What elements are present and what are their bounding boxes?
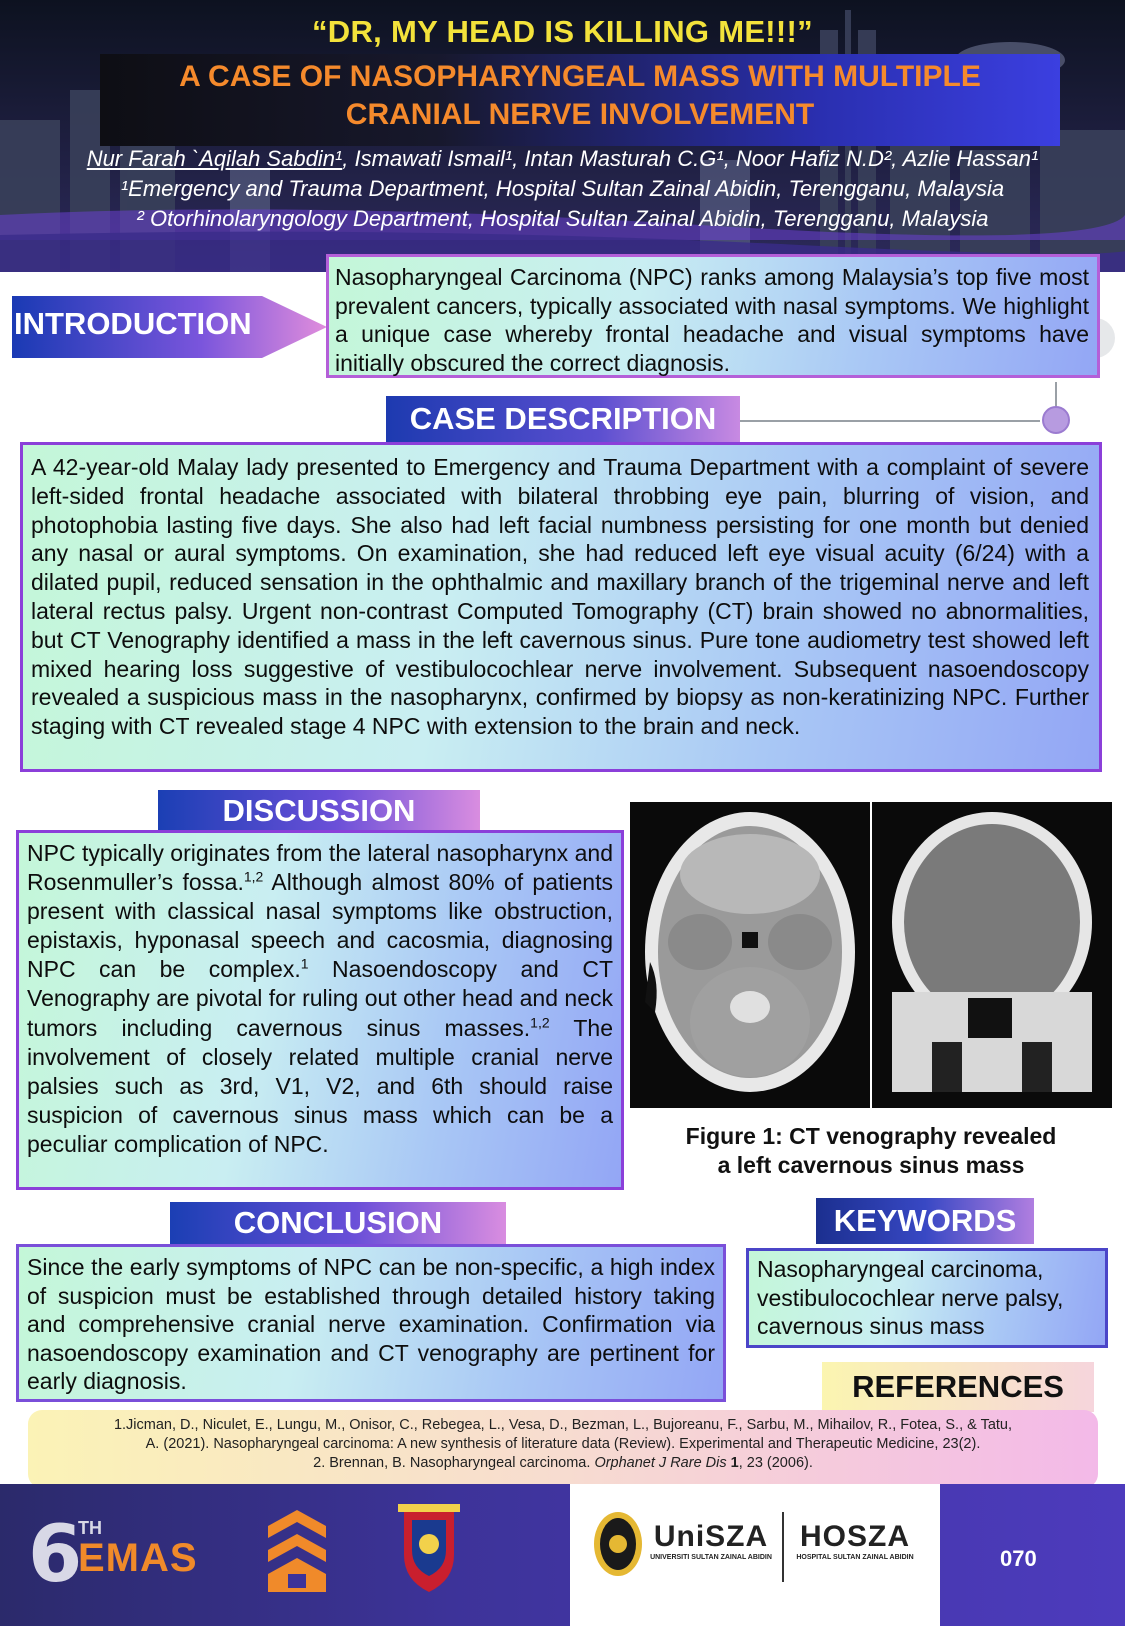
figure-caption — [630, 1122, 1112, 1180]
citation-superscript: 1 — [300, 955, 309, 972]
emas-logo-number: 6 — [28, 1510, 83, 1600]
keywords-heading — [816, 1198, 1034, 1244]
keywords-label: KEYWORDS — [833, 1203, 1017, 1238]
emas-logo-name: EMAS — [78, 1536, 198, 1580]
affiliation-1: ¹Emergency and Trauma Department, Hospital Sultan Zainal Abidin, Terengganu, Malaysia — [120, 176, 1005, 201]
poster-title-line2: CRANIAL NERVE INVOLVEMENT — [345, 98, 815, 131]
unisza-emblem-icon — [590, 1508, 646, 1580]
references-label: REFERENCES — [852, 1369, 1064, 1404]
keyword-2: vestibulocochlear nerve palsy, — [757, 1284, 1064, 1311]
discussion-box — [16, 830, 624, 1190]
keywords-box — [746, 1248, 1108, 1348]
citation-superscript: 1,2 — [243, 868, 264, 885]
emas-logo-suffix: TH — [78, 1518, 102, 1538]
conclusion-heading — [170, 1202, 506, 1244]
conclusion-box — [16, 1244, 726, 1402]
discussion-heading — [158, 790, 480, 832]
hosza-logo-text — [790, 1520, 920, 1561]
ct-image-coronal — [872, 802, 1112, 1108]
reference-1-line2: A. (2021). Nasopharyngeal carcinoma: A new synthesis of literature data (Review). Experimental and Therapeutic Medicine, 23(2). — [145, 1436, 981, 1452]
author-list — [0, 144, 1125, 174]
figure-caption-line2: a left cavernous sinus mass — [717, 1152, 1025, 1178]
poster-title — [100, 58, 1060, 134]
ct-image-axial — [630, 802, 870, 1108]
connector-dot — [1042, 406, 1070, 434]
case-description-box — [20, 442, 1102, 772]
reference-1-line1: 1.Jicman, D., Niculet, E., Lungu, M., Onisor, C., Rebegea, L., Vesa, D., Bezman, L., Bujoreanu, F., Sarbu, M., Mihailov, R., Fotea, S., & Tatu, — [113, 1417, 1013, 1433]
case-description-label: CASE DESCRIPTION — [409, 401, 717, 436]
figure-caption-line1: Figure 1: CT venography revealed — [685, 1123, 1057, 1149]
case-description-text: A 42-year-old Malay lady presented to Emergency and Trauma Department with a complaint of severe left-sided frontal headache associated with bilateral throbbing eye pain, blurring of vision, and photophobia lasting five days. She also had left facial numbness persisting for one month but denied any nasal or aural symptoms. On examination, she had reduced left eye visual acuity (6/24) with a dilated pupil, reduced sensation in the ophthalmic and maxillary branch of the trigeminal nerve and left lateral rectus palsy. Urgent non-contrast Computed Tomography (CT) brain showed no abnormalities, but CT Venography identified a mass in the left cavernous sinus. Pure tone audiometry test showed left mixed hearing loss suggestive of vestibulocochlear nerve involvement. Subsequent nasoendoscopy revealed a suspicious mass in the nasopharynx, confirmed by biopsy as non-keratinizing NPC. Further staging with CT revealed stage 4 NPC with extension to the brain and neck. — [31, 454, 1089, 740]
discussion-text-3: Nasoendoscopy and CT Venography are pivotal for ruling out other head and neck tumors including cavernous sinus masses. — [27, 956, 613, 1041]
keyword-3: cavernous sinus mass — [757, 1313, 985, 1340]
chevron-emblem-icon — [266, 1508, 328, 1594]
hosza-logo-name: HOSZA — [800, 1520, 910, 1553]
keyword-1: Nasopharyngeal carcinoma, — [757, 1256, 1044, 1282]
conclusion-text: Since the early symptoms of NPC can be non-specific, a high index of suspicion must be established through detailed history taking and comprehensive cranial nerve examination. Confirmation via nasoendoscopy examination and CT venography are pertinent for early diagnosis. — [27, 1254, 715, 1395]
reference-2-tail: , 23 (2006). — [738, 1455, 813, 1471]
emas-logo — [28, 1510, 218, 1600]
co-authors: , Ismawati Ismail¹, Intan Masturah C.G¹, Noor Hafiz N.D², Azlie Hassan¹ — [342, 146, 1039, 171]
reference-2-volume: 1 — [726, 1455, 739, 1471]
poster-title-line1: A CASE OF NASOPHARYNGEAL MASS WITH MULTIPLE — [179, 60, 981, 93]
conclusion-label: CONCLUSION — [233, 1205, 443, 1240]
references-box — [28, 1410, 1098, 1488]
authors-block — [0, 144, 1125, 234]
discussion-text-1: NPC typically originates from the lateral nasopharynx and Rosenmuller’s fossa. — [27, 840, 613, 896]
case-description-heading — [386, 396, 740, 442]
affiliation-2: ² Otorhinolaryngology Department, Hospital Sultan Zainal Abidin, Terengganu, Malaysia — [136, 206, 989, 231]
first-author: Nur Farah `Aqilah Sabdin¹ — [86, 146, 343, 171]
introduction-heading: INTRODUCTION — [14, 306, 252, 341]
page-number: 070 — [1000, 1546, 1037, 1571]
hosza-logo-full: HOSPITAL SULTAN ZAINAL ABIDIN — [796, 1554, 914, 1561]
reference-2 — [38, 1454, 1088, 1473]
reference-2-author: 2. Brennan, B. Nasopharyngeal carcinoma. — [313, 1455, 595, 1471]
discussion-label: DISCUSSION — [222, 793, 416, 828]
reference-2-journal: Orphanet J Rare Dis — [594, 1455, 727, 1471]
discussion-text-2: Although almost 80% of patients present with classical nasal symptoms like obstruction, epistaxis, hyponasal speech and cacosmia, diagnosing NPC can be complex. — [27, 869, 613, 983]
unisza-logo-name: UniSZA — [653, 1520, 769, 1553]
poster-title-quote: “DR, MY HEAD IS KILLING ME!!!” — [312, 14, 813, 49]
ct-axial-scan-drawing — [630, 802, 870, 1108]
introduction-text-box — [326, 254, 1100, 378]
crest-emblem-icon — [394, 1500, 464, 1596]
discussion-text-4: The involvement of closely related multiple cranial nerve palsies such as 3rd, V1, V2, and 6th should raise suspicion of cavernous sinus mass which can be a peculiar complication of NPC. — [27, 1014, 613, 1157]
ct-coronal-scan-drawing — [872, 802, 1112, 1108]
introduction-text: Nasopharyngeal Carcinoma (NPC) ranks among Malaysia’s top five most prevalent cancers, typically associated with nasal symptoms. We highlight a unique case whereby frontal headache and visual symptoms have initially obscured the correct diagnosis. — [335, 264, 1089, 376]
references-heading-box — [822, 1362, 1094, 1412]
unisza-logo-full: UNIVERSITI SULTAN ZAINAL ABIDIN — [650, 1554, 772, 1561]
connector-line — [740, 420, 1040, 422]
unisza-logo-text — [646, 1520, 776, 1561]
citation-superscript: 1,2 — [530, 1013, 550, 1030]
logo-divider — [782, 1512, 784, 1582]
